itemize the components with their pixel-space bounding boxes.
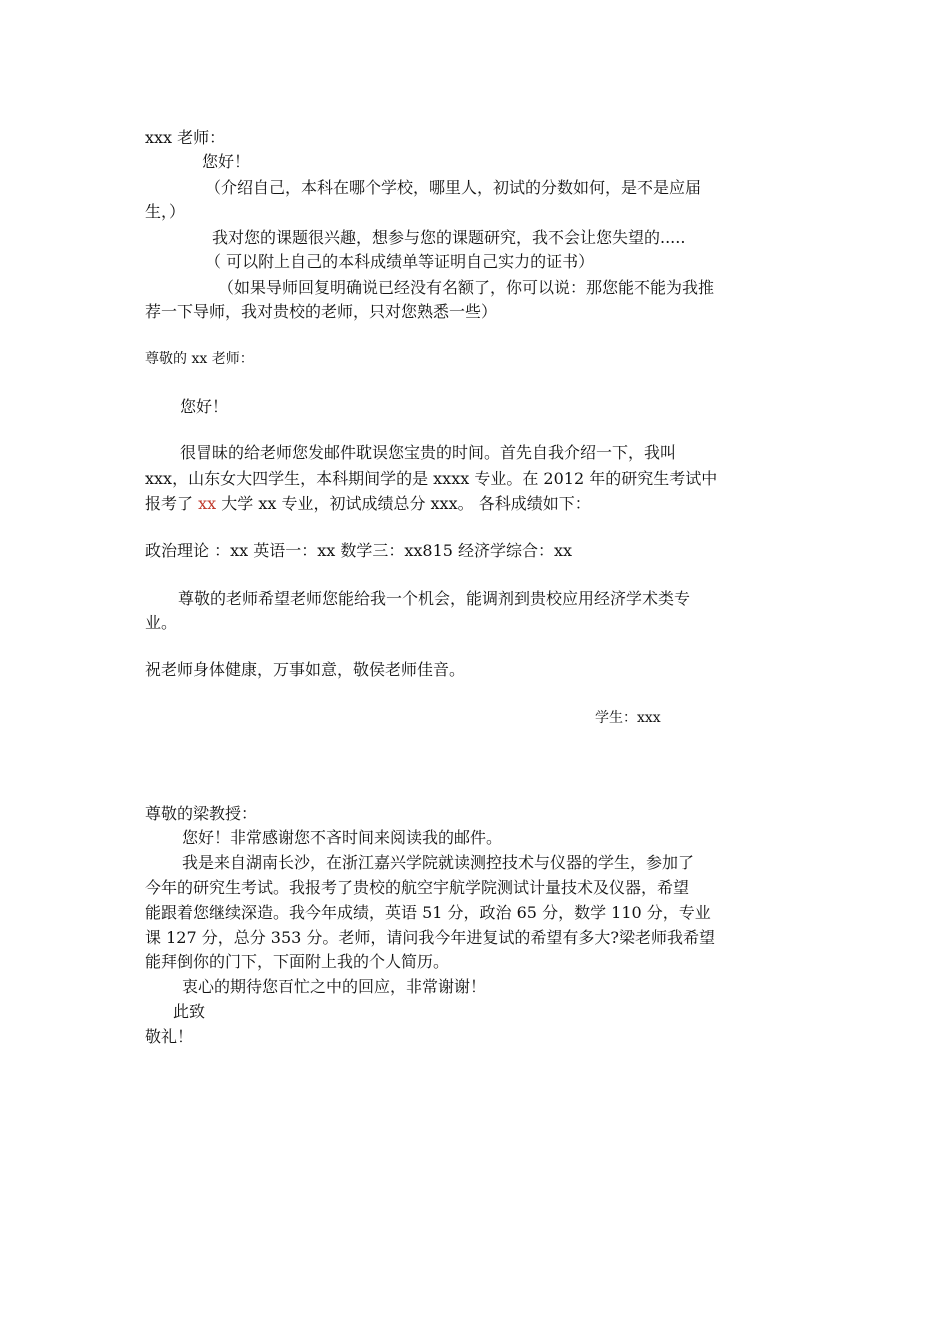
letter1-if-full-line1: （如果导师回复明确说已经没有名额了，你可以说：那您能不能为我推 xyxy=(218,278,715,297)
letter2-para1-line3-a: 报考了 xyxy=(145,494,199,513)
letter1-greeting: xxx 老师： xyxy=(145,128,226,147)
letter3-body-line2: 今年的研究生考试。我报考了贵校的航空宇航学院测试计量技术及仪器，希望 xyxy=(145,878,690,897)
letter2-hello: 您好！ xyxy=(180,397,229,416)
letter3-hello: 您好！非常感谢您不吝时间来阅读我的邮件。 xyxy=(182,828,503,847)
letter2-para1-line3 xyxy=(145,492,591,516)
letter2-para2-line1: 尊敬的老师希望老师您能给我一个机会，能调剂到贵校应用经济学术类专 xyxy=(178,589,691,608)
letter3-body-line5: 能拜倒你的门下，下面附上我的个人简历。 xyxy=(145,952,450,971)
letter1-if-full-line2: 荐一下导师，我对贵校的老师，只对您熟悉一些） xyxy=(145,302,498,321)
letter2-greeting: 尊敬的 xx 老师： xyxy=(145,351,254,367)
letter2-para1-line2: xxx，山东女大四学生，本科期间学的是 xxxx 专业。在 2012 年的研究生考试中 xyxy=(145,469,718,488)
letter1-interest: 我对您的课题很兴趣，想参与您的课题研究，我不会让您失望的..... xyxy=(212,228,686,247)
letter2-para1-line1: 很冒昧的给老师您发邮件耽误您宝贵的时间。首先自我介绍一下，我叫 xyxy=(180,443,677,462)
letter1-attach: （ 可以附上自己的本科成绩单等证明自己实力的证书） xyxy=(205,252,595,271)
letter3-greeting: 尊敬的梁教授： xyxy=(145,804,258,823)
letter2-university-placeholder: xx xyxy=(198,494,217,513)
letter2-para1-line3-b: 大学 xx 专业，初试成绩总分 xxx。 各科成绩如下： xyxy=(216,494,591,513)
letter3-body-line1: 我是来自湖南长沙，在浙江嘉兴学院就读测控技术与仪器的学生，参加了 xyxy=(182,853,695,872)
letter3-ci-zhi: 此致 xyxy=(173,1002,206,1021)
letter1-hello: 您好！ xyxy=(202,152,251,171)
letter2-para2-line2: 业。 xyxy=(145,613,178,632)
letter3-body-line4: 课 127 分，总分 353 分。老师，请问我今年进复试的希望有多大?梁老师我希望 xyxy=(145,928,716,947)
letter3-closing: 衷心的期待您百忙之中的回应，非常谢谢！ xyxy=(182,977,487,996)
letter3-body-line3: 能跟着您继续深造。我今年成绩，英语 51 分，政治 65 分，数学 110 分，专业 xyxy=(145,903,711,922)
letter3-jing-li: 敬礼！ xyxy=(145,1027,194,1046)
letter2-wish: 祝老师身体健康，万事如意，敬侯老师佳音。 xyxy=(145,660,466,679)
letter2-scores: 政治理论 ：xx 英语一：xx 数学三：xx815 经济学综合：xx xyxy=(145,541,573,560)
letter2-signature: 学生：xxx xyxy=(595,710,661,726)
letter1-intro-line1: （介绍自己，本科在哪个学校，哪里人，初试的分数如何，是不是应届 xyxy=(205,178,702,197)
letter1-intro-line2: 生，） xyxy=(145,202,186,221)
